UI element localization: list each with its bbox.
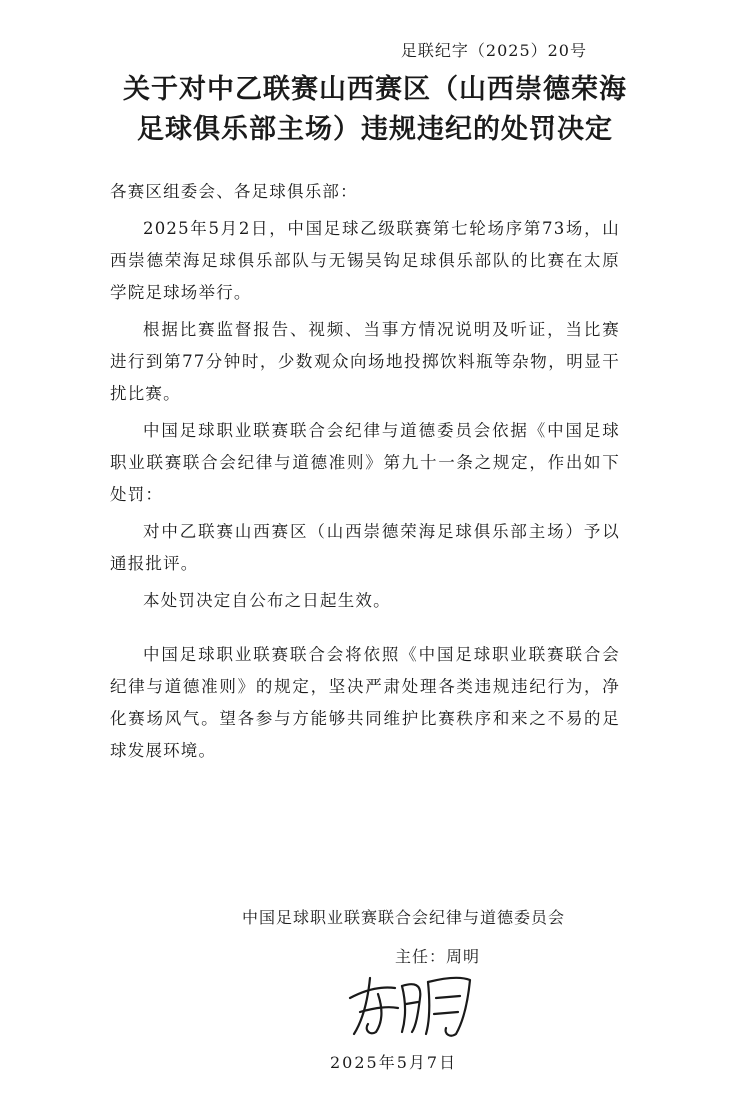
title-line-1: 关于对中乙联赛山西赛区（山西崇德荣海: [123, 74, 627, 105]
document-title: [80, 70, 670, 150]
salutation: 各赛区组委会、各足球俱乐部：: [110, 182, 358, 201]
document-number: 足联纪字（2025）20号: [400, 41, 587, 60]
paragraph-effective: 本处罚决定自公布之日起生效。: [143, 591, 391, 610]
paragraph-incident: 2025年5月2日，中国足球乙级联赛第七轮场序第73场，山西崇德荣海足球俱乐部队与无锡吴钩足球俱乐部队的比赛在太原学院足球场举行。: [110, 219, 620, 302]
paragraph-penalty: 对中乙联赛山西赛区（山西崇德荣海足球俱乐部主场）予以通报批评。: [110, 522, 620, 573]
document-body: [110, 176, 620, 772]
handwritten-signature: [340, 968, 480, 1040]
director-line: 主任：周明: [394, 947, 480, 966]
paragraph-findings: 根据比赛监督报告、视频、当事方情况说明及听证，当比赛进行到第77分钟时，少数观众向场地投掷饮料瓶等杂物，明显干扰比赛。: [110, 320, 620, 403]
title-line-2: 足球俱乐部主场）违规违纪的处罚决定: [137, 114, 613, 145]
paragraph-basis: 中国足球职业联赛联合会纪律与道德委员会依据《中国足球职业联赛联合会纪律与道德准则》第九十一条之规定，作出如下处罚：: [110, 421, 620, 504]
document-date: 2025年5月7日: [330, 1053, 458, 1072]
issuer-name: 中国足球职业联赛联合会纪律与道德委员会: [241, 908, 565, 927]
paragraph-closing: 中国足球职业联赛联合会将依照《中国足球职业联赛联合会纪律与道德准则》的规定，坚决严肃处理各类违规违纪行为，净化赛场风气。望各参与方能够共同维护比赛秩序和来之不易的足球发展环境。: [110, 645, 620, 760]
